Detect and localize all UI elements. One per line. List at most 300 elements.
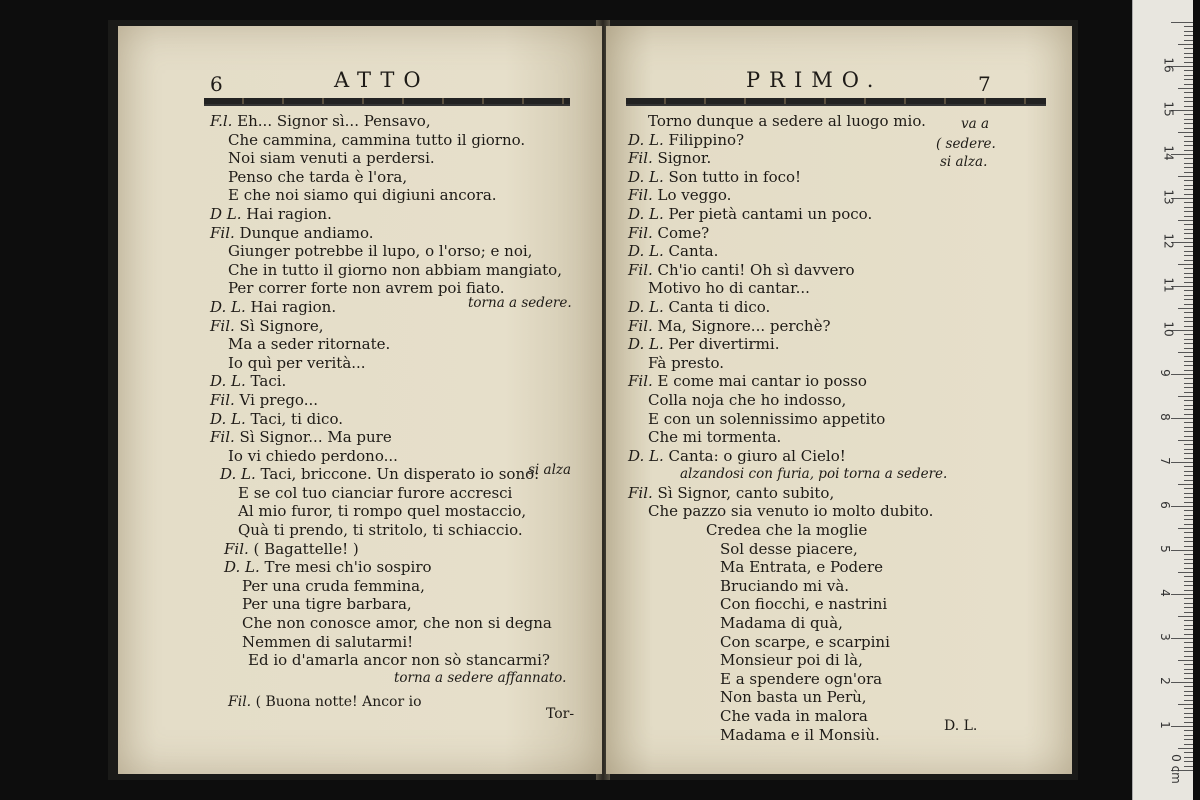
ruler-tick bbox=[1178, 660, 1193, 661]
text-line bbox=[628, 484, 933, 503]
line-text: Che non conosce amor, che non si degna bbox=[242, 614, 552, 633]
line-text: Sì Signor... Ma pure bbox=[234, 428, 392, 447]
ruler-tick bbox=[1184, 678, 1193, 679]
ruler-tick bbox=[1184, 84, 1193, 85]
line-text: Fà presto. bbox=[648, 353, 725, 372]
ruler-tick bbox=[1178, 44, 1193, 45]
ruler-number: 8 bbox=[1157, 413, 1172, 421]
ruler-tick bbox=[1184, 532, 1193, 533]
text-line bbox=[210, 651, 562, 670]
ruler-tick bbox=[1184, 475, 1193, 476]
left-page-number: 6 bbox=[210, 72, 223, 96]
ruler-tick bbox=[1184, 620, 1193, 621]
ruler-tick bbox=[1178, 176, 1193, 177]
line-text: Taci, briccone. Un disperato io sono: bbox=[255, 465, 540, 484]
text-line bbox=[210, 410, 562, 429]
ruler-tick bbox=[1184, 409, 1193, 410]
ruler-tick bbox=[1184, 202, 1193, 203]
text-line bbox=[628, 391, 933, 410]
ruler-tick bbox=[1184, 739, 1193, 740]
line-text: Che vada in malora bbox=[720, 707, 868, 725]
line-text: Ma a seder ritornate. bbox=[228, 335, 391, 354]
ruler-tick bbox=[1184, 519, 1193, 520]
speaker-label: D. L. bbox=[224, 558, 260, 577]
ruler-tick bbox=[1184, 128, 1193, 129]
text-line bbox=[210, 521, 562, 540]
ruler-tick bbox=[1184, 75, 1193, 76]
line-text: Ed io d'amarla ancor non sò stancarmi? bbox=[248, 651, 550, 670]
ruler-tick bbox=[1184, 488, 1193, 489]
ruler-tick bbox=[1184, 449, 1193, 450]
ruler-tick bbox=[1184, 383, 1193, 384]
stage-direction: va a bbox=[961, 116, 990, 132]
line-text: Canta. bbox=[663, 242, 719, 261]
text-line bbox=[628, 279, 933, 298]
text-line bbox=[628, 131, 933, 150]
ruler-tick bbox=[1184, 581, 1193, 582]
ruler-number: 12 bbox=[1161, 233, 1176, 249]
text-line bbox=[210, 465, 562, 484]
ruler-tick bbox=[1184, 444, 1193, 445]
ruler-tick bbox=[1171, 638, 1193, 639]
ruler-tick bbox=[1178, 396, 1193, 397]
text-line bbox=[210, 131, 562, 150]
text-line bbox=[628, 670, 933, 689]
line-text: Ch'io canti! Oh sì davvero bbox=[652, 260, 855, 279]
text-line bbox=[628, 317, 933, 336]
ruler-tick bbox=[1184, 255, 1193, 256]
line-text: Torno dunque a sedere al luogo mio. bbox=[648, 112, 926, 130]
ruler-tick bbox=[1184, 510, 1193, 511]
line-text: Nemmen di salutarmi! bbox=[242, 632, 414, 651]
text-line bbox=[628, 242, 933, 261]
line-text: E che noi siamo qui digiuni ancora. bbox=[228, 186, 497, 205]
ruler-tick bbox=[1184, 414, 1193, 415]
ruler-tick bbox=[1184, 378, 1193, 379]
ruler-tick bbox=[1178, 528, 1193, 529]
line-text: Che cammina, cammina tutto il giorno. bbox=[228, 130, 526, 149]
line-text: Lo veggo. bbox=[652, 186, 732, 205]
ruler-tick bbox=[1184, 348, 1193, 349]
text-line bbox=[628, 372, 933, 391]
text-line bbox=[628, 688, 933, 707]
ruler-tick bbox=[1178, 704, 1193, 705]
text-line bbox=[628, 410, 933, 429]
speaker-label: D. L. bbox=[210, 372, 246, 391]
ruler-tick bbox=[1184, 62, 1193, 63]
ruler-tick bbox=[1184, 189, 1193, 190]
ruler-tick bbox=[1184, 136, 1193, 137]
text-line bbox=[210, 335, 562, 354]
text-line bbox=[210, 261, 562, 280]
ruler-tick bbox=[1184, 273, 1193, 274]
ruler-tick bbox=[1184, 70, 1193, 71]
text-line bbox=[210, 595, 562, 614]
left-page bbox=[118, 26, 602, 774]
text-line bbox=[210, 428, 562, 447]
ruler-tick bbox=[1184, 502, 1193, 503]
text-line bbox=[628, 205, 933, 224]
ruler-tick bbox=[1184, 422, 1193, 423]
line-text: Come? bbox=[652, 223, 710, 242]
ruler-tick bbox=[1184, 480, 1193, 481]
speaker-label: Fil. bbox=[628, 372, 653, 391]
right-page-number: 7 bbox=[978, 72, 991, 96]
ruler-tick bbox=[1184, 664, 1193, 665]
speaker-label: Fil. bbox=[628, 483, 653, 502]
ruler-tick bbox=[1184, 365, 1193, 366]
ruler-tick bbox=[1184, 123, 1193, 124]
text-line bbox=[210, 168, 562, 187]
text-line bbox=[210, 540, 562, 559]
ruler-tick bbox=[1184, 268, 1193, 269]
line-text: Ma Entrata, e Podere bbox=[720, 558, 884, 577]
text-line bbox=[628, 577, 933, 596]
ruler-tick bbox=[1184, 405, 1193, 406]
ruler-tick bbox=[1184, 537, 1193, 538]
ruler-tick bbox=[1184, 211, 1193, 212]
text-line bbox=[210, 372, 562, 391]
line-text: E come mai cantar io posso bbox=[652, 372, 867, 391]
ruler-tick bbox=[1184, 260, 1193, 261]
text-line bbox=[628, 224, 933, 243]
text-line bbox=[210, 577, 562, 596]
ruler-tick bbox=[1184, 766, 1193, 767]
ruler-tick bbox=[1184, 92, 1193, 93]
ruler-number: 3 bbox=[1157, 633, 1172, 641]
text-line bbox=[628, 261, 933, 280]
ruler-tick bbox=[1184, 216, 1193, 217]
ruler-number: 2 bbox=[1157, 677, 1172, 685]
ruler-tick bbox=[1184, 282, 1193, 283]
ruler-tick bbox=[1184, 40, 1193, 41]
ruler-tick bbox=[1184, 114, 1193, 115]
speaker-label: D. L. bbox=[628, 242, 664, 261]
speaker-label: D L. bbox=[210, 204, 242, 223]
ruler-tick bbox=[1171, 506, 1193, 507]
line-text: Canta: o giuro al Cielo! bbox=[663, 446, 846, 465]
ruler-tick bbox=[1184, 334, 1193, 335]
text-line bbox=[628, 428, 933, 447]
line-text: Al mio furor, ti rompo quel mostaccio, bbox=[238, 502, 527, 521]
ruler-tick bbox=[1184, 233, 1193, 234]
text-line bbox=[628, 707, 933, 726]
ruler-tick bbox=[1184, 607, 1193, 608]
text-line bbox=[210, 186, 562, 205]
ruler-tick bbox=[1184, 31, 1193, 32]
ruler-number: 11 bbox=[1161, 277, 1176, 293]
text-line bbox=[628, 614, 933, 633]
ruler-tick bbox=[1184, 471, 1193, 472]
ruler-tick bbox=[1178, 748, 1193, 749]
text-line bbox=[628, 186, 933, 205]
ruler-tick bbox=[1178, 308, 1193, 309]
ruler-tick bbox=[1171, 726, 1193, 727]
ruler-tick bbox=[1171, 22, 1193, 23]
ruler-tick bbox=[1184, 515, 1193, 516]
ruler-tick bbox=[1178, 88, 1193, 89]
ruler-tick bbox=[1184, 708, 1193, 709]
stage-direction: ( sedere. bbox=[936, 136, 996, 152]
ruler-tick bbox=[1184, 752, 1193, 753]
line-text: Con scarpe, e scarpini bbox=[720, 632, 890, 651]
ruler-tick bbox=[1184, 642, 1193, 643]
ruler-tick bbox=[1184, 185, 1193, 186]
line-text: Tre mesi ch'io sospiro bbox=[259, 558, 432, 577]
ruler-tick bbox=[1184, 427, 1193, 428]
line-text: ( Bagattelle! ) bbox=[248, 539, 359, 558]
speaker-label: Fil. bbox=[210, 390, 235, 409]
ruler-tick bbox=[1184, 651, 1193, 652]
ruler-tick bbox=[1184, 145, 1193, 146]
ruler-tick bbox=[1184, 356, 1193, 357]
ruler-tick bbox=[1184, 312, 1193, 313]
speaker-label: D. L. bbox=[628, 446, 664, 465]
line-text: Penso che tarda è l'ora, bbox=[228, 167, 408, 186]
ruler-tick bbox=[1184, 713, 1193, 714]
ruler-tick bbox=[1184, 761, 1193, 762]
ruler-tick bbox=[1184, 167, 1193, 168]
line-text: ( Buona notte! Ancor io bbox=[251, 694, 422, 710]
line-text: Taci, ti dico. bbox=[245, 409, 343, 428]
ruler-number: 9 bbox=[1157, 369, 1172, 377]
ruler-tick bbox=[1184, 317, 1193, 318]
line-text: Con fiocchi, e nastrini bbox=[720, 595, 888, 614]
ruler-tick bbox=[1184, 436, 1193, 437]
text-line bbox=[628, 726, 933, 745]
stage-direction: alzandosi con furia, poi torna a sedere. bbox=[680, 466, 948, 482]
ruler-tick bbox=[1178, 616, 1193, 617]
text-line bbox=[628, 112, 933, 131]
ruler-tick bbox=[1184, 568, 1193, 569]
text-line bbox=[628, 595, 933, 614]
line-text: Che in tutto il giorno non abbiam mangiato, bbox=[228, 260, 562, 279]
open-book bbox=[108, 20, 1078, 780]
ruler-tick bbox=[1184, 691, 1193, 692]
line-text: Signor. bbox=[652, 149, 712, 168]
ruler-tick bbox=[1184, 339, 1193, 340]
text-line bbox=[210, 317, 562, 336]
line-text: Bruciando mi và. bbox=[720, 576, 850, 595]
ruler-tick bbox=[1184, 744, 1193, 745]
speaker-label: Fil. bbox=[628, 260, 653, 279]
ruler-tick bbox=[1184, 57, 1193, 58]
ruler-tick bbox=[1184, 343, 1193, 344]
line-text: Vi prego... bbox=[234, 390, 319, 409]
ruler-tick bbox=[1184, 541, 1193, 542]
text-line bbox=[628, 447, 933, 466]
line-text: Canta ti dico. bbox=[663, 297, 771, 316]
ruler-tick bbox=[1184, 251, 1193, 252]
line-text: Madama e il Monsiù. bbox=[720, 725, 880, 744]
ruler-number: 16 bbox=[1161, 57, 1176, 73]
ruler-tick bbox=[1184, 497, 1193, 498]
ruler-number: 5 bbox=[1157, 545, 1172, 553]
ruler-tick bbox=[1184, 370, 1193, 371]
line-text: Non basta un Perù, bbox=[720, 688, 867, 707]
line-text: Colla noja che ho indosso, bbox=[648, 390, 847, 409]
ruler-tick bbox=[1184, 106, 1193, 107]
ruler-tick bbox=[1171, 418, 1193, 419]
line-text: Per una cruda femmina, bbox=[242, 576, 425, 595]
ruler-tick bbox=[1184, 400, 1193, 401]
ruler-tick bbox=[1184, 48, 1193, 49]
text-line bbox=[210, 205, 562, 224]
speaker-label: Fil. bbox=[210, 316, 235, 335]
ruler-tick bbox=[1178, 220, 1193, 221]
left-text-block bbox=[210, 112, 562, 670]
ruler-tick bbox=[1184, 546, 1193, 547]
ruler-tick bbox=[1184, 524, 1193, 525]
text-line bbox=[210, 112, 562, 131]
ruler-number: 1 bbox=[1157, 721, 1172, 729]
line-text: Sì Signor, canto subito, bbox=[652, 483, 835, 502]
ruler-number: 7 bbox=[1157, 457, 1172, 465]
line-text: Monsieur poi di là, bbox=[720, 651, 863, 670]
ruler-tick bbox=[1184, 321, 1193, 322]
line-text: Sol desse piacere, bbox=[720, 539, 858, 558]
text-line bbox=[210, 354, 562, 373]
ruler-tick bbox=[1184, 576, 1193, 577]
text-line bbox=[210, 391, 562, 410]
ruler-tick bbox=[1184, 290, 1193, 291]
speaker-label: D. L. bbox=[628, 204, 664, 223]
ruler-tick bbox=[1184, 101, 1193, 102]
speaker-label: F.l. bbox=[210, 112, 233, 130]
ruler-number: 0 cm bbox=[1168, 754, 1183, 784]
ruler-tick bbox=[1184, 194, 1193, 195]
ruler-tick bbox=[1178, 572, 1193, 573]
ruler-tick bbox=[1184, 700, 1193, 701]
ruler-tick bbox=[1184, 458, 1193, 459]
ruler-tick bbox=[1184, 238, 1193, 239]
ruler-tick bbox=[1184, 229, 1193, 230]
line-text: E con un solennissimo appetito bbox=[648, 409, 886, 428]
ruler-number: 13 bbox=[1161, 189, 1176, 205]
speaker-label: D. L. bbox=[628, 167, 664, 186]
text-line bbox=[210, 447, 562, 466]
speaker-label: Fil. bbox=[628, 223, 653, 242]
ruler-number: 15 bbox=[1161, 101, 1176, 117]
speaker-label: D. L. bbox=[628, 335, 664, 354]
ruler-tick bbox=[1184, 585, 1193, 586]
ruler-tick bbox=[1178, 484, 1193, 485]
ruler-tick bbox=[1184, 717, 1193, 718]
ruler-tick bbox=[1184, 207, 1193, 208]
right-page bbox=[606, 26, 1072, 774]
line-text: Taci. bbox=[245, 372, 287, 391]
line-text: Io quì per verità... bbox=[228, 353, 366, 372]
speaker-label: D. L. bbox=[210, 409, 246, 428]
text-line bbox=[628, 354, 933, 373]
right-header-rule bbox=[626, 98, 1046, 106]
ruler-tick bbox=[1184, 141, 1193, 142]
ruler-tick bbox=[1184, 603, 1193, 604]
ruler-tick bbox=[1184, 453, 1193, 454]
speaker-label: Fil. bbox=[228, 694, 252, 710]
ruler-tick bbox=[1184, 246, 1193, 247]
ruler-tick bbox=[1184, 277, 1193, 278]
line-text: Giunger potrebbe il lupo, o l'orso; e noi, bbox=[228, 242, 533, 261]
line-text: Hai ragion. bbox=[241, 204, 332, 223]
line-text: Madama di quà, bbox=[720, 614, 843, 633]
line-text: Hai ragion. bbox=[245, 297, 337, 316]
speaker-label: Fil. bbox=[628, 149, 653, 168]
speaker-label: Fil. bbox=[224, 539, 249, 558]
ruler-tick bbox=[1184, 35, 1193, 36]
ruler-tick bbox=[1178, 132, 1193, 133]
ruler-tick bbox=[1184, 180, 1193, 181]
text-line bbox=[210, 224, 562, 243]
line-text: Dunque andiamo. bbox=[234, 223, 374, 242]
line-text: Eh... Signor sì... Pensavo, bbox=[232, 112, 431, 130]
line-text: Motivo ho di cantar... bbox=[648, 279, 810, 298]
line-text: Ma, Signore... perchè? bbox=[652, 316, 831, 335]
speaker-label: D. L. bbox=[220, 465, 256, 484]
ruler-tick bbox=[1184, 79, 1193, 80]
ruler-tick bbox=[1184, 612, 1193, 613]
measurement-ruler bbox=[1132, 0, 1193, 800]
text-line bbox=[628, 633, 933, 652]
ruler-tick bbox=[1184, 392, 1193, 393]
ruler-tick bbox=[1184, 656, 1193, 657]
ruler-tick bbox=[1184, 647, 1193, 648]
speaker-label: Fil. bbox=[210, 428, 235, 447]
text-line bbox=[628, 298, 933, 317]
ruler-tick bbox=[1178, 352, 1193, 353]
line-text: Per pietà cantami un poco. bbox=[663, 204, 873, 223]
speaker-label: Fil. bbox=[210, 223, 235, 242]
text-line bbox=[628, 540, 933, 559]
ruler-tick bbox=[1171, 594, 1193, 595]
ruler-tick bbox=[1184, 757, 1193, 758]
text-line bbox=[210, 149, 562, 168]
text-line bbox=[210, 242, 562, 261]
ruler-tick bbox=[1184, 158, 1193, 159]
ruler-tick bbox=[1184, 295, 1193, 296]
ruler-tick bbox=[1184, 119, 1193, 120]
ruler-tick bbox=[1178, 264, 1193, 265]
ruler-tick bbox=[1184, 559, 1193, 560]
ruler-number: 14 bbox=[1161, 145, 1176, 161]
stage-direction: si alza bbox=[528, 462, 572, 478]
ruler-tick bbox=[1184, 722, 1193, 723]
line-text: Sì Signore, bbox=[234, 316, 324, 335]
ruler-tick bbox=[1184, 669, 1193, 670]
line-text: E a spendere ogn'ora bbox=[720, 669, 883, 688]
stage-direction: si alza. bbox=[940, 154, 988, 170]
text-line bbox=[210, 484, 562, 503]
ruler-tick bbox=[1184, 150, 1193, 151]
line-text: Per una tigre barbara, bbox=[242, 595, 412, 614]
ruler-tick bbox=[1184, 53, 1193, 54]
speaker-label: Fil. bbox=[628, 316, 653, 335]
ruler-tick bbox=[1184, 224, 1193, 225]
ruler-number: 4 bbox=[1157, 589, 1172, 597]
ruler-tick bbox=[1171, 550, 1193, 551]
ruler-tick bbox=[1184, 387, 1193, 388]
speaker-label: D. L. bbox=[628, 130, 664, 149]
line-text: Che pazzo sia venuto io molto dubito. bbox=[648, 502, 934, 521]
ruler-tick bbox=[1184, 563, 1193, 564]
ruler-tick bbox=[1184, 730, 1193, 731]
text-line bbox=[628, 651, 933, 670]
ruler-tick bbox=[1184, 326, 1193, 327]
left-header-rule bbox=[204, 98, 570, 106]
text-line bbox=[628, 521, 933, 540]
ruler-tick bbox=[1184, 493, 1193, 494]
text-line bbox=[628, 168, 933, 187]
